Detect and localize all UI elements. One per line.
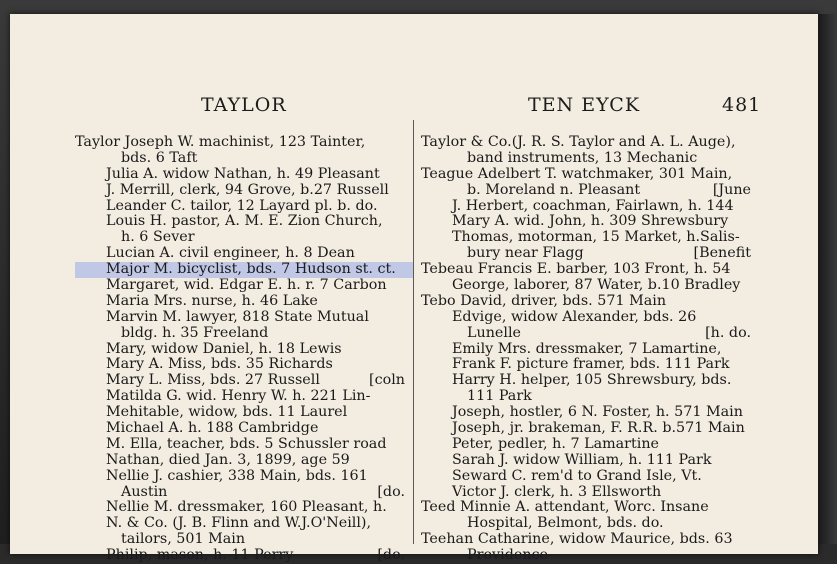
entry-text: Harry H. helper, 105 Shrewsbury, bds. — [452, 372, 732, 389]
directory-entry — [421, 214, 751, 230]
entry-text: Julia A. widow Nathan, h. 49 Pleasant — [106, 165, 380, 182]
directory-entry — [75, 357, 405, 373]
entry-continuation: [Benefit — [693, 245, 751, 262]
directory-entry — [421, 405, 751, 421]
directory-entry — [421, 532, 751, 548]
directory-page — [10, 14, 818, 564]
left-column — [75, 135, 405, 564]
directory-entry — [75, 548, 405, 564]
entry-text: Nellie J. cashier, 338 Main, bds. 161 — [106, 467, 368, 484]
entry-text: Philip, mason, h. 11 Perry — [106, 547, 294, 564]
directory-entry — [75, 326, 405, 342]
entry-text: George, laborer, 87 Water, b.10 Bradley — [452, 277, 741, 294]
entry-text: b. Moreland n. Pleasant — [467, 181, 641, 198]
directory-entry — [421, 421, 751, 437]
directory-entry — [421, 500, 751, 516]
running-head-left: TAYLOR — [201, 94, 287, 116]
entry-text: Seward C. rem'd to Grand Isle, Vt. — [452, 467, 702, 484]
directory-entry — [75, 405, 405, 421]
directory-entry — [421, 469, 751, 485]
entry-text: tailors, 501 Main — [121, 531, 246, 548]
entry-text: band instruments, 13 Mechanic — [467, 149, 698, 166]
directory-entry — [75, 437, 405, 453]
entry-text: Lucian A. civil engineer, h. 8 Dean — [106, 245, 355, 262]
entry-continuation: [coln — [369, 372, 405, 389]
directory-entry — [75, 167, 405, 183]
page-number: 481 — [722, 94, 762, 116]
entry-text: Joseph, jr. brakeman, F. R.R. b.571 Main — [452, 420, 745, 437]
entry-text: Louis H. pastor, A. M. E. Zion Church, — [106, 213, 383, 230]
entry-text: Mary, widow Daniel, h. 18 Lewis — [106, 340, 342, 357]
entry-text: J. Merrill, clerk, 94 Grove, b.27 Russell — [106, 181, 389, 198]
directory-entry — [75, 199, 405, 215]
directory-entry — [75, 373, 405, 389]
entry-text: Mehitable, widow, bds. 11 Laurel — [106, 404, 348, 421]
directory-entry — [421, 246, 751, 262]
entry-text: Nathan, died Jan. 3, 1899, age 59 — [106, 451, 350, 468]
entry-text: Michael A. h. 188 Cambridge — [106, 420, 319, 437]
entry-text: Mary L. Miss, bds. 27 Russell — [106, 372, 320, 389]
directory-entry — [75, 246, 405, 262]
directory-entry — [75, 532, 405, 548]
entry-text: Mary A. wid. John, h. 309 Shrewsbury — [452, 213, 729, 230]
directory-entry — [75, 310, 405, 326]
entry-text: Providence — [467, 547, 548, 564]
directory-entry — [421, 548, 751, 564]
entry-text: bds. 6 Taft — [121, 149, 198, 166]
entry-text: Nellie M. dressmaker, 160 Pleasant, h. — [106, 499, 387, 516]
entry-text: Hospital, Belmont, bds. do. — [467, 515, 664, 532]
directory-entry — [421, 262, 751, 278]
entry-text: Taylor Joseph W. machinist, 123 Tainter, — [75, 134, 366, 150]
directory-entry — [421, 357, 751, 373]
directory-entry — [75, 500, 405, 516]
entry-text: 111 Park — [467, 388, 532, 405]
directory-entry — [421, 389, 751, 405]
directory-entry — [75, 453, 405, 469]
directory-entry — [421, 183, 751, 199]
entry-text: Austin — [121, 483, 168, 500]
directory-entry — [421, 373, 751, 389]
entry-text: Matilda G. wid. Henry W. h. 221 Lin- — [106, 388, 371, 405]
directory-entry — [421, 326, 751, 342]
directory-entry — [75, 516, 405, 532]
entry-text: Leander C. tailor, 12 Layard pl. b. do. — [106, 197, 378, 214]
entry-text: Marvin M. lawyer, 818 State Mutual — [106, 308, 369, 325]
entry-text: Tebeau Francis E. barber, 103 Front, h. 54 — [421, 261, 731, 278]
directory-entry — [75, 294, 405, 310]
entry-text: J. Herbert, coachman, Fairlawn, h. 144 — [452, 197, 734, 214]
directory-entry — [75, 389, 405, 405]
entry-text: Thomas, motorman, 15 Market, h.Salis- — [452, 229, 740, 246]
directory-entry — [421, 199, 751, 215]
entry-continuation: [June — [712, 181, 751, 198]
window-edge — [818, 14, 837, 544]
column-divider — [413, 120, 414, 544]
directory-entry — [75, 342, 405, 358]
directory-entry — [421, 135, 751, 151]
directory-entry — [75, 421, 405, 437]
entry-text: Victor J. clerk, h. 3 Ellsworth — [452, 483, 662, 500]
directory-entry-selected — [75, 262, 413, 278]
entry-text: Maria Mrs. nurse, h. 46 Lake — [106, 292, 318, 309]
directory-entry — [421, 167, 751, 183]
directory-entry — [421, 278, 751, 294]
directory-entry — [421, 485, 751, 501]
directory-entry — [75, 151, 405, 167]
entry-text: Lunelle — [467, 324, 521, 341]
running-head-center: TEN EYCK — [528, 94, 641, 116]
directory-entry — [75, 469, 405, 485]
entry-text: h. 6 Sever — [121, 229, 195, 246]
directory-entry — [421, 310, 751, 326]
directory-entry — [75, 183, 405, 199]
entry-continuation: [do. — [377, 547, 405, 564]
entry-text: Emily Mrs. dressmaker, 7 Lamartine, — [452, 340, 722, 357]
entry-text: bldg. h. 35 Freeland — [121, 324, 269, 341]
entry-text: Major M. bicyclist, bds. 7 Hudson st. ct. — [106, 261, 396, 278]
entry-text: bury near Flagg — [467, 245, 584, 262]
entry-text: Peter, pedler, h. 7 Lamartine — [452, 435, 660, 452]
entry-text: Mary A. Miss, bds. 35 Richards — [106, 356, 333, 373]
entry-text: Sarah J. widow William, h. 111 Park — [452, 451, 712, 468]
directory-entry — [75, 230, 405, 246]
entry-text: N. & Co. (J. B. Flinn and W.J.O'Neill), — [106, 515, 372, 532]
entry-text: Teague Adelbert T. watchmaker, 301 Main, — [421, 165, 733, 182]
directory-entry — [421, 437, 751, 453]
directory-entry — [421, 151, 751, 167]
entry-continuation: [do. — [377, 483, 405, 500]
directory-entry — [421, 342, 751, 358]
entry-text: Edvige, widow Alexander, bds. 26 — [452, 308, 697, 325]
entry-text: M. Ella, teacher, bds. 5 Schussler road — [106, 435, 387, 452]
entry-text: Joseph, hostler, 6 N. Foster, h. 571 Main — [452, 404, 743, 421]
entry-text: Tebo David, driver, bds. 571 Main — [421, 292, 667, 309]
directory-entry — [75, 485, 405, 501]
entry-text: Frank F. picture framer, bds. 111 Park — [452, 356, 730, 373]
entry-text: Teed Minnie A. attendant, Worc. Insane — [421, 499, 709, 516]
entry-text: Teehan Catharine, widow Maurice, bds. 63 — [421, 531, 733, 548]
directory-entry — [75, 135, 405, 151]
right-column — [421, 135, 751, 564]
entry-text: Taylor & Co.(J. R. S. Taylor and A. L. Auge), — [421, 134, 736, 150]
directory-entry — [421, 294, 751, 310]
directory-entry — [421, 453, 751, 469]
directory-entry — [75, 214, 405, 230]
directory-entry — [75, 278, 405, 294]
entry-text: Margaret, wid. Edgar E. h. r. 7 Carbon — [106, 277, 387, 294]
directory-entry — [421, 516, 751, 532]
entry-continuation: [h. do. — [705, 324, 751, 341]
directory-entry — [421, 230, 751, 246]
